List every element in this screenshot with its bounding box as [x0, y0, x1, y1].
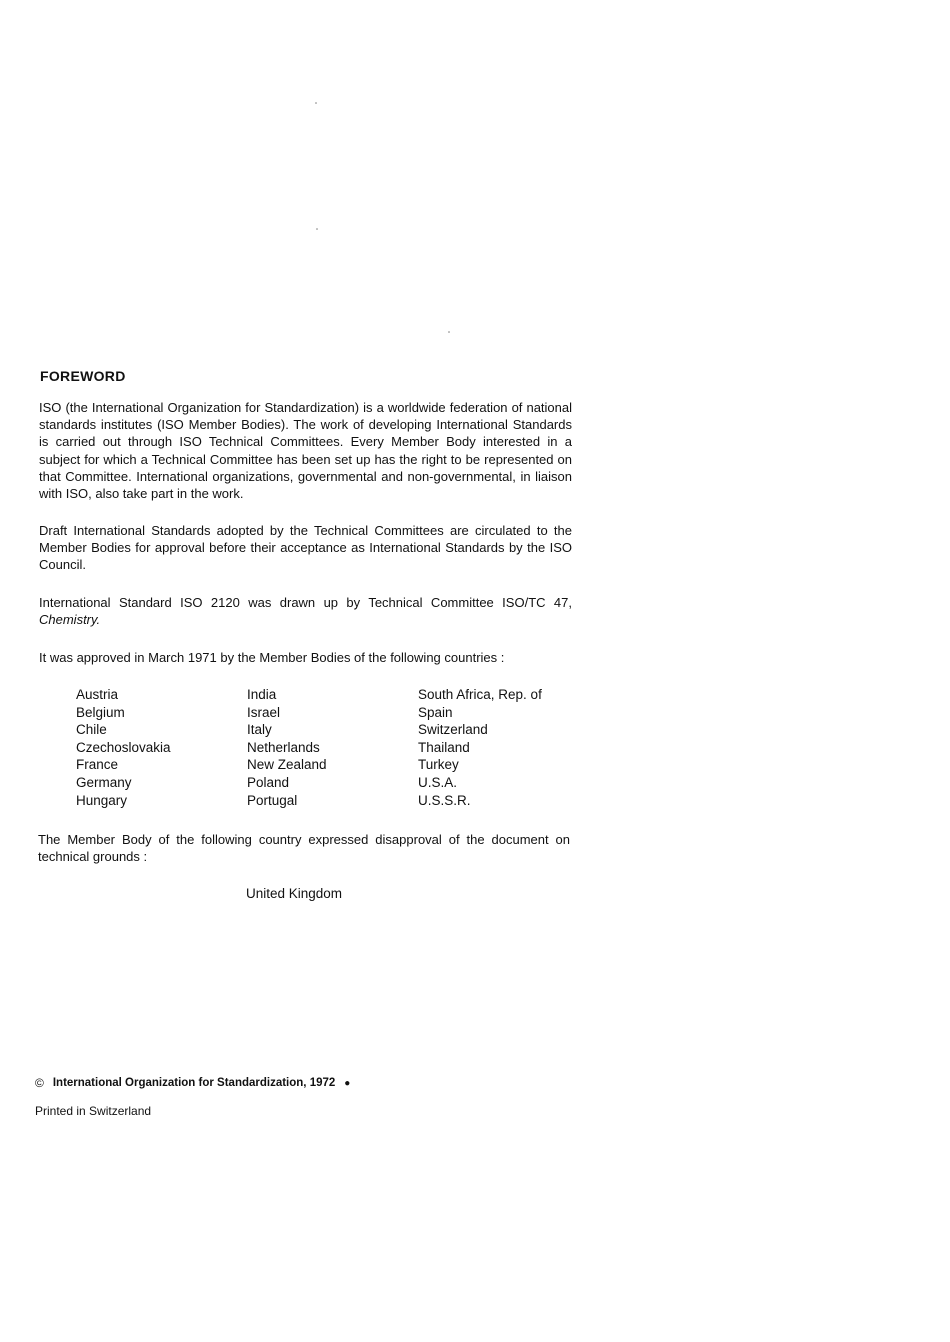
foreword-paragraph-2: Draft International Standards adopted by the Technical Committees are circulated to the Member Bodies for approval before their acceptance as International Standards by the ISO Council.	[39, 523, 572, 573]
country-item: Austria	[76, 687, 119, 702]
country-item: Israel	[247, 704, 281, 720]
countries-column-1	[76, 686, 247, 809]
country-item: Hungary	[76, 792, 128, 808]
scan-speck	[315, 102, 317, 104]
country-item: India	[247, 687, 277, 702]
approving-countries-list	[76, 686, 578, 809]
scan-speck	[316, 228, 318, 230]
country-item: New Zealand	[247, 757, 327, 773]
foreword-heading: FOREWORD	[40, 368, 126, 384]
foreword-paragraph-1: ISO (the International Organization for Standardization) is a worldwide federation of national standards institutes (ISO Member Bodies). The work of developing International Standards is carried out through ISO Technical Committees. Every Member Body interested in a subject for which a Technical Committee has been set up has the right to be represented on that Committee. International organizations, governmental and non-governmental, in liaison with ISO, also take part in the work.	[39, 400, 572, 502]
country-item: Thailand	[418, 739, 470, 755]
country-item: France	[76, 757, 119, 773]
country-item: Poland	[247, 774, 290, 790]
committee-name: Chemistry.	[39, 612, 101, 628]
country-item: Switzerland	[418, 722, 488, 738]
country-item: Chile	[76, 722, 107, 738]
country-item: U.S.S.R.	[418, 792, 471, 808]
foreword-paragraph-3	[39, 594, 572, 628]
approval-paragraph: It was approved in March 1971 by the Member Bodies of the following countries :	[39, 650, 505, 665]
country-item: Germany	[76, 774, 132, 790]
country-item: Turkey	[418, 757, 459, 773]
copyright-icon: ©	[35, 1076, 44, 1090]
country-item: Portugal	[247, 792, 298, 808]
country-item: South Africa, Rep. of	[418, 687, 542, 702]
disapproval-paragraph: The Member Body of the following country expressed disapproval of the document on technical grounds :	[38, 832, 570, 865]
committee-text: International Standard ISO 2120 was drawn up by Technical Committee ISO/TC 47,	[39, 595, 572, 610]
country-item: Netherlands	[247, 739, 320, 755]
countries-column-2	[247, 686, 418, 809]
copyright-line	[35, 1076, 350, 1090]
country-item: Belgium	[76, 704, 125, 720]
country-item: Czechoslovakia	[76, 739, 171, 755]
scan-speck	[448, 331, 450, 333]
printed-in: Printed in Switzerland	[35, 1104, 152, 1118]
countries-column-3	[418, 686, 578, 809]
bullet-icon: ●	[344, 1077, 351, 1089]
country-item: Spain	[418, 704, 453, 720]
country-item: Italy	[247, 722, 272, 738]
country-item: U.S.A.	[418, 774, 458, 790]
disapproving-country: United Kingdom	[246, 886, 343, 901]
copyright-text: International Organization for Standardization, 1972	[52, 1077, 336, 1089]
